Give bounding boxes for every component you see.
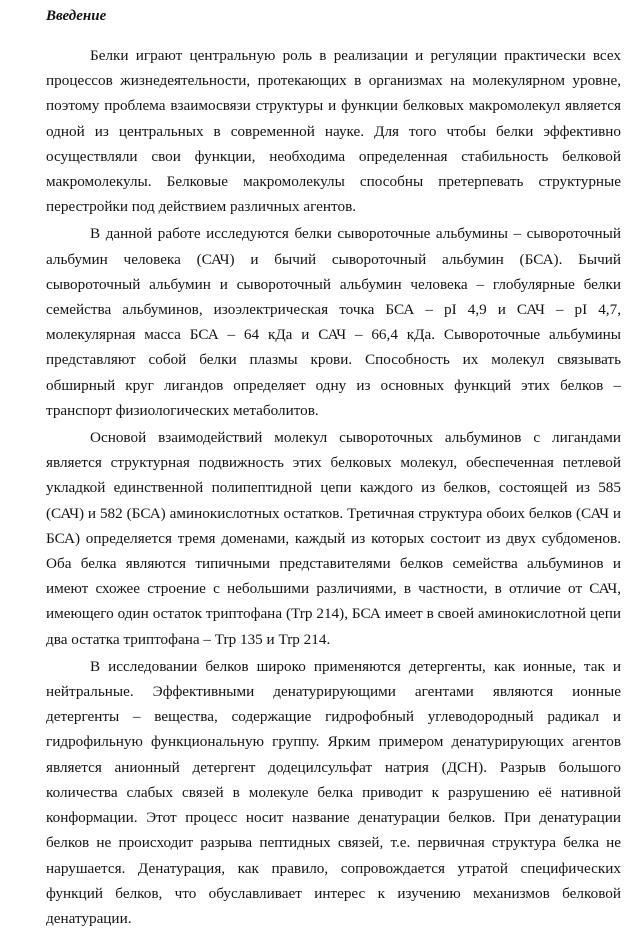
paragraph-albumins: В данной работе исследуются белки сывороточные альбумины – сывороточный альбумин человека (САЧ) и бычий сывороточный альбумин (БСА). Бычий сывороточный альбумин и сывороточный альбумин человека – глобулярные белки семейства альбуминов, изоэлектрическая точка БСА – pI 4,9 и САЧ – pI 4,7, молекулярная масса БСА – 64 кДа и САЧ – 66,4 кДа. Сывороточные альбумины представляют собой белки плазмы крови. Способность их молекул связывать обширный круг лигандов определяет одну из основных функций этих белков – транспорт физиологических метаболитов. — [46, 225, 621, 419]
section-heading: Введение — [46, 8, 107, 24]
paragraph-intro: Белки играют центральную роль в реализации и регуляции практически всех процессов жизнедеятельности, протекающих в организмах на молекулярном уровне, поэтому проблема взаимосвязи структуры и функции белковых макромолекул является одной из центральных в современной науке. Для того чтобы белки эффективно осуществляли свои функции, необходима определенная стабильность белковой макромолекулы. Белковые макромолекулы способны претерпевать структурные перестройки под действием различных агентов. — [46, 47, 621, 216]
paragraph-detergents: В исследовании белков широко применяются детергенты, как ионные, так и нейтральные. Эффективными денатурирующими агентами являются ионные детергенты – вещества, содержащие гидрофобный углеводородный радикал и гидрофильную функциональную группу. Ярким примером денатурирующих агентов является анионный детергент додецилсульфат натрия (ДСН). Разрыв большого количества слабых связей в молекуле белка приводит к разрушению её нативной конформации. Этот процесс носит название денатурации белков. При денатурации белков не происходит разрыва пептидных связей, т.е. первичная структура белка не нарушается. Денатурация, как правило, сопровождается утратой специфических функций белков, что обуславливает интерес к изучению механизмов белковой денатурации. — [46, 657, 621, 927]
paragraph-structure: Основой взаимодействий молекул сывороточных альбуминов с лигандами является структурная подвижность этих белковых молекул, обеспеченная петлевой укладкой единственной полипептидной цепи каждого из белков, состоящей из 585 (САЧ) и 582 (БСА) аминокислотных остатков. Третичная структура обоих белков (САЧ и БСА) определяется тремя доменами, каждый из которых состоит из двух субдоменов. Оба белка являются типичными представителями белков семейства альбуминов и имеют схожее строение с небольшими различиями, в частности, в отличие от САЧ, имеющего один остаток триптофана (Trp 214), БСА имеет в своей аминокислотной цепи два остатка триптофана – Trp 135 и Trp 214. — [46, 429, 621, 648]
